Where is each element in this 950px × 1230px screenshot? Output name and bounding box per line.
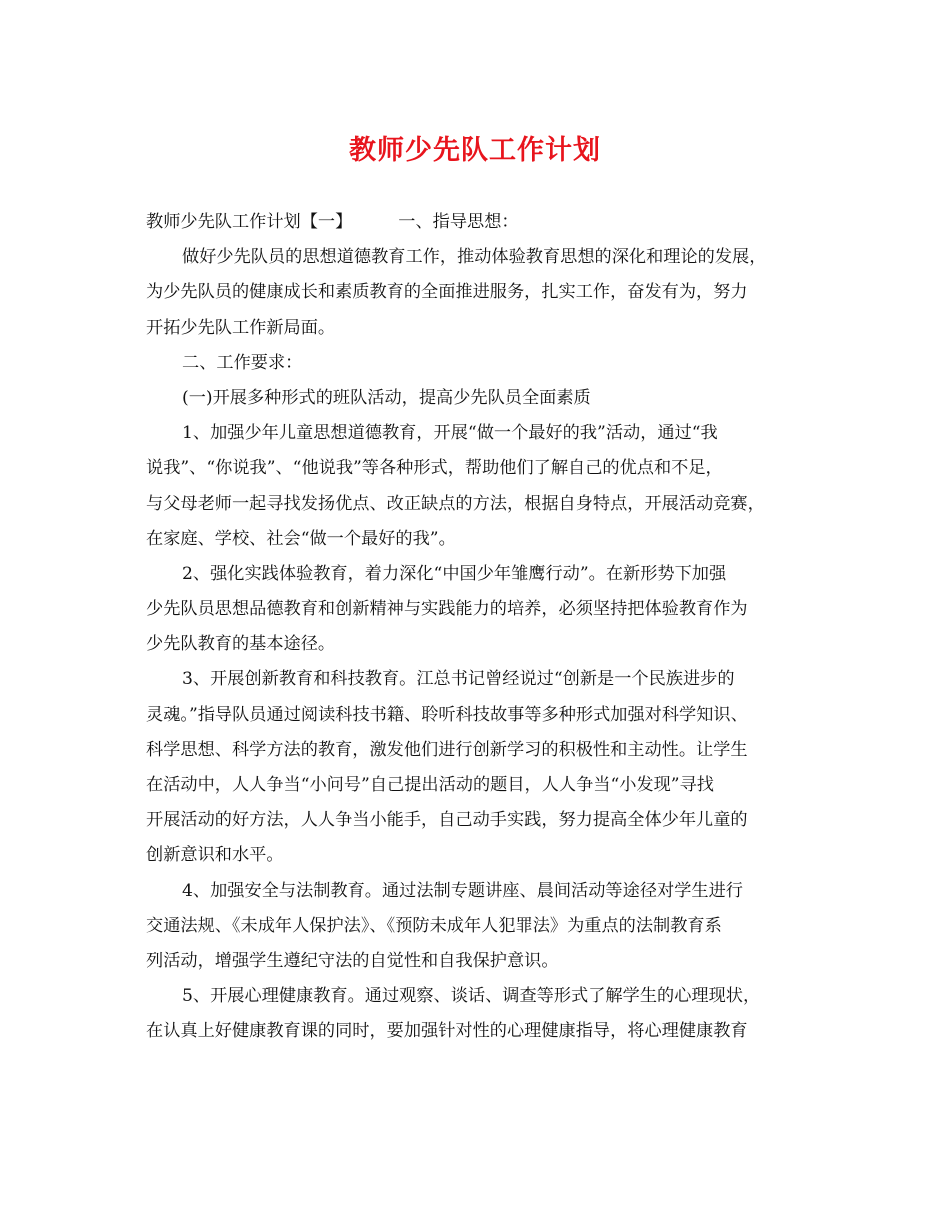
text-line: 1、加强少年儿童思想道德教育，开展“做一个最好的我”活动，通过“我 bbox=[182, 423, 718, 444]
text-line: 与父母老师一起寻找发扬优点、改正缺点的方法，根据自身特点，开展活动竞赛， bbox=[146, 493, 765, 514]
text-line: 说我”、“你说我”、“他说我”等各种形式，帮助他们了解自己的优点和不足， bbox=[146, 458, 723, 479]
section-title: 教师少先队工作计划【一】 bbox=[146, 212, 353, 232]
document-title: 教师少先队工作计划 bbox=[349, 135, 601, 166]
text-line: 3、开展创新教育和科技教育。江总书记曾经说过“创新是一个民族进步的 bbox=[182, 669, 735, 690]
subsection-heading: 一、指导思想： bbox=[398, 212, 519, 232]
text-line: (一)开展多种形式的班队活动，提高少先队员全面素质 bbox=[182, 387, 591, 408]
text-line: 交通法规、《未成年人保护法》、《预防未成年人犯罪法》为重点的法制教育系 bbox=[146, 915, 722, 936]
text-line: 做好少先队员的思想道德教育工作，推动体验教育思想的深化和理论的发展， bbox=[182, 247, 767, 268]
text-line: 开拓少先队工作新局面。 bbox=[146, 317, 336, 338]
text-line: 少先队员思想品德教育和创新精神与实践能力的培养，必须坚持把体验教育作为 bbox=[146, 599, 748, 620]
text-line: 在活动中，人人争当“小问号”自己提出活动的题目，人人争当“小发现”寻找 bbox=[146, 775, 714, 795]
text-line: 2、强化实践体验教育，着力深化“中国少年雏鹰行动”。在新形势下加强 bbox=[182, 563, 727, 584]
heading-line bbox=[146, 205, 808, 240]
text-line: 列活动，增强学生遵纪守法的自觉性和自我保护意识。 bbox=[146, 950, 559, 971]
text-line: 4、加强安全与法制教育。通过法制专题讲座、晨间活动等途径对学生进行 bbox=[182, 880, 743, 901]
text-line: 在家庭、学校、社会“做一个最好的我”。 bbox=[146, 528, 456, 549]
text-line: 科学思想、科学方法的教育，激发他们进行创新学习的积极性和主动性。让学生 bbox=[146, 739, 748, 760]
text-line: 创新意识和水平。 bbox=[146, 845, 284, 866]
text-line: 开展活动的好方法，人人争当小能手，自己动手实践，努力提高全体少年儿童的 bbox=[146, 810, 748, 831]
text-line: 灵魂。”指导队员通过阅读科技书籍、聆听科技故事等多种形式加强对科学知识、 bbox=[146, 704, 748, 725]
document-body bbox=[146, 205, 808, 1050]
subsection-heading: 二、工作要求： bbox=[182, 352, 303, 373]
text-line: 为少先队员的健康成长和素质教育的全面推进服务，扎实工作，奋发有为，努力 bbox=[146, 282, 748, 303]
text-line: 少先队教育的基本途径。 bbox=[146, 634, 336, 655]
text-line: 5、开展心理健康教育。通过观察、谈话、调查等形式了解学生的心理现状， bbox=[182, 986, 761, 1007]
text-line: 在认真上好健康教育课的同时，要加强针对性的心理健康指导，将心理健康教育 bbox=[146, 1021, 748, 1042]
